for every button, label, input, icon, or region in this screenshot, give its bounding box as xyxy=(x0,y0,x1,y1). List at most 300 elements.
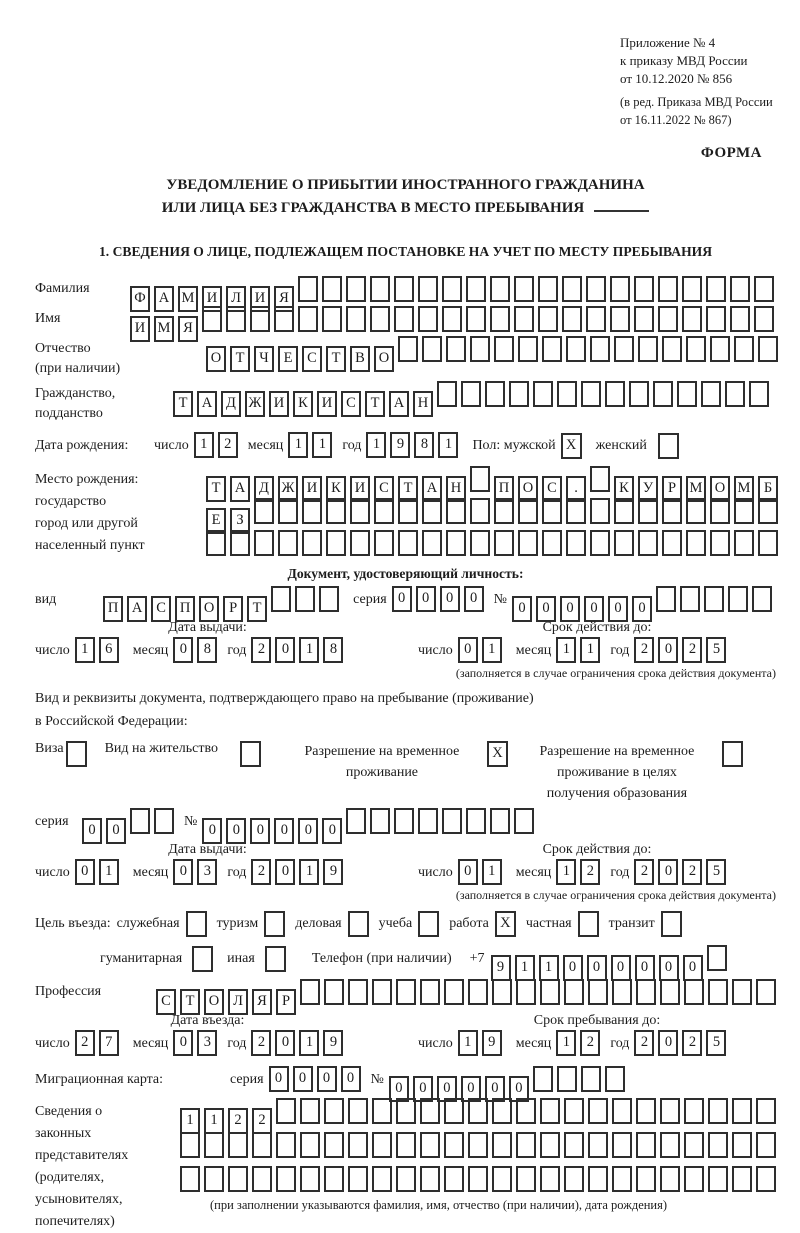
char-cell[interactable] xyxy=(540,979,560,1005)
char-cell[interactable]: Т xyxy=(326,346,346,372)
char-cell[interactable] xyxy=(564,1166,584,1192)
char-cell[interactable]: 2 xyxy=(75,1030,95,1056)
char-cell[interactable]: Б xyxy=(758,476,778,502)
char-cell[interactable]: 0 xyxy=(584,596,604,622)
char-cell[interactable]: О xyxy=(206,346,226,372)
char-cell[interactable] xyxy=(636,1132,656,1158)
char-cell[interactable] xyxy=(298,306,318,332)
char-cell[interactable]: М xyxy=(734,476,754,502)
char-cell[interactable]: 1 xyxy=(312,432,332,458)
char-cell[interactable] xyxy=(756,979,776,1005)
char-cell[interactable] xyxy=(346,808,366,834)
char-cell[interactable] xyxy=(732,979,752,1005)
char-cell[interactable]: 0 xyxy=(611,955,631,981)
char-cell[interactable]: 0 xyxy=(458,859,478,885)
char-cell[interactable] xyxy=(710,498,730,524)
char-cell[interactable] xyxy=(228,1166,248,1192)
char-cell[interactable] xyxy=(708,1098,728,1124)
char-cell[interactable] xyxy=(538,276,558,302)
char-cell[interactable]: 0 xyxy=(106,818,126,844)
char-cell[interactable]: 1 xyxy=(438,432,458,458)
char-cell[interactable] xyxy=(684,979,704,1005)
char-cell[interactable] xyxy=(533,1066,553,1092)
char-cell[interactable] xyxy=(542,336,562,362)
char-cell[interactable] xyxy=(276,1166,296,1192)
char-cell[interactable] xyxy=(730,306,750,332)
char-cell[interactable] xyxy=(656,586,676,612)
char-cell[interactable] xyxy=(324,979,344,1005)
char-cell[interactable] xyxy=(749,381,769,407)
char-cell[interactable]: 0 xyxy=(587,955,607,981)
char-cell[interactable] xyxy=(394,808,414,834)
char-cell[interactable] xyxy=(612,1132,632,1158)
char-cell[interactable]: 0 xyxy=(250,818,270,844)
char-cell[interactable] xyxy=(396,1098,416,1124)
char-cell[interactable] xyxy=(638,530,658,556)
char-cell[interactable] xyxy=(557,1066,577,1092)
char-cell[interactable] xyxy=(444,1098,464,1124)
char-cell[interactable] xyxy=(324,1098,344,1124)
char-cell[interactable] xyxy=(252,1166,272,1192)
char-cell[interactable] xyxy=(322,306,342,332)
char-cell[interactable]: 0 xyxy=(464,586,484,612)
char-cell[interactable] xyxy=(346,306,366,332)
char-cell[interactable]: 1 xyxy=(482,859,502,885)
char-cell[interactable] xyxy=(732,1132,752,1158)
char-cell[interactable] xyxy=(420,1166,440,1192)
char-cell[interactable] xyxy=(348,979,368,1005)
purpose-private-checkbox[interactable] xyxy=(578,911,599,937)
char-cell[interactable] xyxy=(494,336,514,362)
char-cell[interactable] xyxy=(658,306,678,332)
char-cell[interactable]: 0 xyxy=(293,1066,313,1092)
char-cell[interactable] xyxy=(370,276,390,302)
char-cell[interactable]: 1 xyxy=(556,859,576,885)
char-cell[interactable]: И xyxy=(302,476,322,502)
char-cell[interactable] xyxy=(348,1098,368,1124)
char-cell[interactable]: 6 xyxy=(99,637,119,663)
char-cell[interactable] xyxy=(300,1132,320,1158)
char-cell[interactable] xyxy=(590,498,610,524)
char-cell[interactable]: 0 xyxy=(274,818,294,844)
char-cell[interactable] xyxy=(326,530,346,556)
char-cell[interactable]: 1 xyxy=(580,637,600,663)
char-cell[interactable] xyxy=(660,1166,680,1192)
char-cell[interactable]: 2 xyxy=(580,1030,600,1056)
char-cell[interactable] xyxy=(418,306,438,332)
char-cell[interactable] xyxy=(660,1098,680,1124)
char-cell[interactable] xyxy=(271,586,291,612)
char-cell[interactable] xyxy=(638,336,658,362)
char-cell[interactable] xyxy=(734,498,754,524)
char-cell[interactable] xyxy=(754,306,774,332)
char-cell[interactable]: 0 xyxy=(275,1030,295,1056)
char-cell[interactable]: Р xyxy=(223,596,243,622)
char-cell[interactable]: Ж xyxy=(245,391,265,417)
purpose-transit-checkbox[interactable] xyxy=(661,911,682,937)
char-cell[interactable]: Т xyxy=(173,391,193,417)
char-cell[interactable] xyxy=(707,945,727,971)
char-cell[interactable] xyxy=(610,276,630,302)
char-cell[interactable]: 7 xyxy=(99,1030,119,1056)
gender-female-checkbox[interactable] xyxy=(658,433,679,459)
char-cell[interactable] xyxy=(295,586,315,612)
char-cell[interactable]: 0 xyxy=(458,637,478,663)
purpose-work-checkbox[interactable]: X xyxy=(495,911,516,937)
char-cell[interactable] xyxy=(466,306,486,332)
char-cell[interactable]: С xyxy=(156,989,176,1015)
char-cell[interactable]: 0 xyxy=(658,859,678,885)
char-cell[interactable] xyxy=(518,530,538,556)
char-cell[interactable] xyxy=(418,276,438,302)
char-cell[interactable] xyxy=(677,381,697,407)
char-cell[interactable] xyxy=(710,336,730,362)
char-cell[interactable]: А xyxy=(197,391,217,417)
char-cell[interactable] xyxy=(542,498,562,524)
char-cell[interactable] xyxy=(466,808,486,834)
char-cell[interactable]: 0 xyxy=(437,1076,457,1102)
char-cell[interactable]: 0 xyxy=(275,859,295,885)
char-cell[interactable]: 1 xyxy=(556,637,576,663)
char-cell[interactable] xyxy=(494,498,514,524)
char-cell[interactable] xyxy=(420,1132,440,1158)
char-cell[interactable]: Ч xyxy=(254,346,274,372)
char-cell[interactable] xyxy=(516,1132,536,1158)
char-cell[interactable]: Я xyxy=(178,316,198,342)
char-cell[interactable] xyxy=(725,381,745,407)
char-cell[interactable]: 8 xyxy=(197,637,217,663)
char-cell[interactable]: 0 xyxy=(658,1030,678,1056)
char-cell[interactable] xyxy=(518,336,538,362)
char-cell[interactable] xyxy=(754,276,774,302)
char-cell[interactable] xyxy=(518,498,538,524)
char-cell[interactable]: С xyxy=(302,346,322,372)
char-cell[interactable]: Я xyxy=(274,286,294,312)
char-cell[interactable] xyxy=(492,1166,512,1192)
char-cell[interactable]: И xyxy=(250,286,270,312)
char-cell[interactable] xyxy=(348,1166,368,1192)
char-cell[interactable]: А xyxy=(127,596,147,622)
char-cell[interactable]: 5 xyxy=(706,1030,726,1056)
char-cell[interactable] xyxy=(298,276,318,302)
char-cell[interactable] xyxy=(442,276,462,302)
char-cell[interactable]: С xyxy=(341,391,361,417)
char-cell[interactable] xyxy=(300,1166,320,1192)
char-cell[interactable] xyxy=(468,1098,488,1124)
char-cell[interactable]: О xyxy=(710,476,730,502)
char-cell[interactable]: К xyxy=(293,391,313,417)
purpose-tourism-checkbox[interactable] xyxy=(264,911,285,937)
char-cell[interactable] xyxy=(470,530,490,556)
char-cell[interactable] xyxy=(638,498,658,524)
char-cell[interactable] xyxy=(704,586,724,612)
char-cell[interactable] xyxy=(468,1132,488,1158)
char-cell[interactable] xyxy=(684,1166,704,1192)
char-cell[interactable]: И xyxy=(317,391,337,417)
char-cell[interactable] xyxy=(538,306,558,332)
char-cell[interactable] xyxy=(701,381,721,407)
char-cell[interactable]: Ж xyxy=(278,476,298,502)
char-cell[interactable]: А xyxy=(389,391,409,417)
purpose-business-checkbox[interactable] xyxy=(348,911,369,937)
char-cell[interactable]: 0 xyxy=(683,955,703,981)
char-cell[interactable] xyxy=(204,1132,224,1158)
char-cell[interactable] xyxy=(442,306,462,332)
char-cell[interactable] xyxy=(396,1166,416,1192)
char-cell[interactable] xyxy=(372,979,392,1005)
char-cell[interactable]: О xyxy=(199,596,219,622)
char-cell[interactable]: 2 xyxy=(682,859,702,885)
char-cell[interactable] xyxy=(557,381,577,407)
char-cell[interactable]: Ф xyxy=(130,286,150,312)
char-cell[interactable] xyxy=(420,979,440,1005)
char-cell[interactable]: И xyxy=(202,286,222,312)
char-cell[interactable]: Д xyxy=(254,476,274,502)
visa-checkbox[interactable] xyxy=(66,741,87,767)
char-cell[interactable]: 2 xyxy=(634,637,654,663)
char-cell[interactable] xyxy=(590,336,610,362)
char-cell[interactable] xyxy=(398,530,418,556)
char-cell[interactable] xyxy=(274,306,294,332)
char-cell[interactable]: 2 xyxy=(252,1108,272,1134)
char-cell[interactable] xyxy=(658,276,678,302)
char-cell[interactable]: Т xyxy=(206,476,226,502)
char-cell[interactable]: 9 xyxy=(323,1030,343,1056)
char-cell[interactable] xyxy=(653,381,673,407)
char-cell[interactable] xyxy=(446,336,466,362)
char-cell[interactable]: 0 xyxy=(269,1066,289,1092)
char-cell[interactable] xyxy=(442,808,462,834)
char-cell[interactable] xyxy=(732,1098,752,1124)
char-cell[interactable] xyxy=(319,586,339,612)
char-cell[interactable]: 0 xyxy=(632,596,652,622)
char-cell[interactable]: А xyxy=(422,476,442,502)
char-cell[interactable] xyxy=(276,1098,296,1124)
temp-residence-checkbox[interactable]: X xyxy=(487,741,508,767)
char-cell[interactable]: 0 xyxy=(317,1066,337,1092)
char-cell[interactable] xyxy=(588,1098,608,1124)
char-cell[interactable] xyxy=(180,1132,200,1158)
char-cell[interactable]: 8 xyxy=(323,637,343,663)
char-cell[interactable]: П xyxy=(494,476,514,502)
char-cell[interactable] xyxy=(660,1132,680,1158)
char-cell[interactable] xyxy=(420,1098,440,1124)
char-cell[interactable] xyxy=(422,336,442,362)
char-cell[interactable] xyxy=(680,586,700,612)
char-cell[interactable] xyxy=(662,530,682,556)
char-cell[interactable]: Д xyxy=(221,391,241,417)
char-cell[interactable] xyxy=(204,1166,224,1192)
char-cell[interactable] xyxy=(586,306,606,332)
char-cell[interactable]: С xyxy=(542,476,562,502)
char-cell[interactable] xyxy=(566,498,586,524)
char-cell[interactable] xyxy=(370,808,390,834)
purpose-study-checkbox[interactable] xyxy=(418,911,439,937)
char-cell[interactable]: 0 xyxy=(75,859,95,885)
char-cell[interactable] xyxy=(509,381,529,407)
temp-residence-edu-checkbox[interactable] xyxy=(722,741,743,767)
char-cell[interactable] xyxy=(662,498,682,524)
char-cell[interactable] xyxy=(610,306,630,332)
char-cell[interactable] xyxy=(370,306,390,332)
char-cell[interactable] xyxy=(756,1098,776,1124)
char-cell[interactable] xyxy=(562,276,582,302)
purpose-official-checkbox[interactable] xyxy=(186,911,207,937)
char-cell[interactable]: 5 xyxy=(706,637,726,663)
char-cell[interactable] xyxy=(581,381,601,407)
char-cell[interactable] xyxy=(588,1166,608,1192)
char-cell[interactable] xyxy=(470,466,490,492)
char-cell[interactable] xyxy=(461,381,481,407)
char-cell[interactable]: 5 xyxy=(706,859,726,885)
char-cell[interactable] xyxy=(278,498,298,524)
char-cell[interactable] xyxy=(734,530,754,556)
char-cell[interactable] xyxy=(206,530,226,556)
char-cell[interactable] xyxy=(494,530,514,556)
char-cell[interactable] xyxy=(302,498,322,524)
char-cell[interactable] xyxy=(346,276,366,302)
char-cell[interactable]: 0 xyxy=(298,818,318,844)
char-cell[interactable] xyxy=(516,1166,536,1192)
char-cell[interactable] xyxy=(470,498,490,524)
char-cell[interactable]: 0 xyxy=(389,1076,409,1102)
char-cell[interactable] xyxy=(324,1132,344,1158)
char-cell[interactable] xyxy=(394,306,414,332)
char-cell[interactable]: Н xyxy=(413,391,433,417)
char-cell[interactable] xyxy=(614,336,634,362)
char-cell[interactable]: 2 xyxy=(634,1030,654,1056)
char-cell[interactable]: 0 xyxy=(416,586,436,612)
char-cell[interactable] xyxy=(734,336,754,362)
char-cell[interactable]: О xyxy=(204,989,224,1015)
char-cell[interactable] xyxy=(752,586,772,612)
char-cell[interactable]: С xyxy=(151,596,171,622)
char-cell[interactable]: М xyxy=(154,316,174,342)
char-cell[interactable]: 0 xyxy=(658,637,678,663)
char-cell[interactable]: 1 xyxy=(99,859,119,885)
char-cell[interactable] xyxy=(278,530,298,556)
char-cell[interactable] xyxy=(326,498,346,524)
char-cell[interactable]: 2 xyxy=(251,1030,271,1056)
char-cell[interactable]: 1 xyxy=(515,955,535,981)
char-cell[interactable]: 3 xyxy=(197,859,217,885)
char-cell[interactable] xyxy=(612,1098,632,1124)
char-cell[interactable]: 1 xyxy=(556,1030,576,1056)
char-cell[interactable]: 0 xyxy=(275,637,295,663)
char-cell[interactable]: 1 xyxy=(194,432,214,458)
char-cell[interactable] xyxy=(590,466,610,492)
char-cell[interactable] xyxy=(588,979,608,1005)
char-cell[interactable] xyxy=(540,1098,560,1124)
char-cell[interactable]: 0 xyxy=(563,955,583,981)
char-cell[interactable]: 3 xyxy=(197,1030,217,1056)
char-cell[interactable]: П xyxy=(103,596,123,622)
char-cell[interactable]: 2 xyxy=(251,637,271,663)
char-cell[interactable] xyxy=(437,381,457,407)
char-cell[interactable]: 0 xyxy=(392,586,412,612)
char-cell[interactable]: 0 xyxy=(512,596,532,622)
char-cell[interactable] xyxy=(394,276,414,302)
char-cell[interactable] xyxy=(446,498,466,524)
char-cell[interactable] xyxy=(372,1098,392,1124)
char-cell[interactable]: Л xyxy=(226,286,246,312)
char-cell[interactable] xyxy=(564,979,584,1005)
char-cell[interactable]: И xyxy=(130,316,150,342)
char-cell[interactable] xyxy=(710,530,730,556)
char-cell[interactable]: 0 xyxy=(173,637,193,663)
char-cell[interactable] xyxy=(708,979,728,1005)
char-cell[interactable] xyxy=(542,530,562,556)
char-cell[interactable] xyxy=(490,808,510,834)
char-cell[interactable] xyxy=(302,530,322,556)
char-cell[interactable] xyxy=(516,979,536,1005)
char-cell[interactable]: О xyxy=(518,476,538,502)
char-cell[interactable] xyxy=(564,1132,584,1158)
char-cell[interactable]: 1 xyxy=(299,1030,319,1056)
char-cell[interactable]: О xyxy=(374,346,394,372)
char-cell[interactable]: 1 xyxy=(366,432,386,458)
char-cell[interactable] xyxy=(396,979,416,1005)
char-cell[interactable] xyxy=(730,276,750,302)
char-cell[interactable]: А xyxy=(154,286,174,312)
char-cell[interactable] xyxy=(396,1132,416,1158)
char-cell[interactable]: 1 xyxy=(458,1030,478,1056)
char-cell[interactable] xyxy=(398,498,418,524)
char-cell[interactable]: А xyxy=(230,476,250,502)
char-cell[interactable] xyxy=(374,498,394,524)
char-cell[interactable]: Я xyxy=(252,989,272,1015)
char-cell[interactable] xyxy=(612,1166,632,1192)
char-cell[interactable]: 0 xyxy=(173,859,193,885)
char-cell[interactable]: Т xyxy=(365,391,385,417)
char-cell[interactable] xyxy=(418,808,438,834)
char-cell[interactable]: К xyxy=(614,476,634,502)
char-cell[interactable]: С xyxy=(374,476,394,502)
char-cell[interactable]: Т xyxy=(230,346,250,372)
char-cell[interactable] xyxy=(398,336,418,362)
char-cell[interactable] xyxy=(485,381,505,407)
char-cell[interactable]: 1 xyxy=(75,637,95,663)
char-cell[interactable]: 0 xyxy=(173,1030,193,1056)
char-cell[interactable] xyxy=(682,306,702,332)
char-cell[interactable] xyxy=(444,1166,464,1192)
char-cell[interactable] xyxy=(492,1098,512,1124)
char-cell[interactable] xyxy=(708,1166,728,1192)
char-cell[interactable] xyxy=(202,306,222,332)
char-cell[interactable] xyxy=(492,1132,512,1158)
char-cell[interactable] xyxy=(322,276,342,302)
char-cell[interactable] xyxy=(228,1132,248,1158)
char-cell[interactable] xyxy=(516,1098,536,1124)
char-cell[interactable] xyxy=(468,979,488,1005)
char-cell[interactable] xyxy=(605,381,625,407)
char-cell[interactable]: 2 xyxy=(228,1108,248,1134)
char-cell[interactable]: 2 xyxy=(218,432,238,458)
char-cell[interactable] xyxy=(758,530,778,556)
char-cell[interactable] xyxy=(154,808,174,834)
char-cell[interactable]: 1 xyxy=(539,955,559,981)
char-cell[interactable]: 0 xyxy=(509,1076,529,1102)
char-cell[interactable]: 0 xyxy=(608,596,628,622)
char-cell[interactable]: 9 xyxy=(390,432,410,458)
char-cell[interactable] xyxy=(444,1132,464,1158)
char-cell[interactable]: 0 xyxy=(440,586,460,612)
char-cell[interactable] xyxy=(756,1132,776,1158)
char-cell[interactable] xyxy=(732,1166,752,1192)
char-cell[interactable]: З xyxy=(230,508,250,534)
char-cell[interactable] xyxy=(706,276,726,302)
char-cell[interactable]: 9 xyxy=(323,859,343,885)
